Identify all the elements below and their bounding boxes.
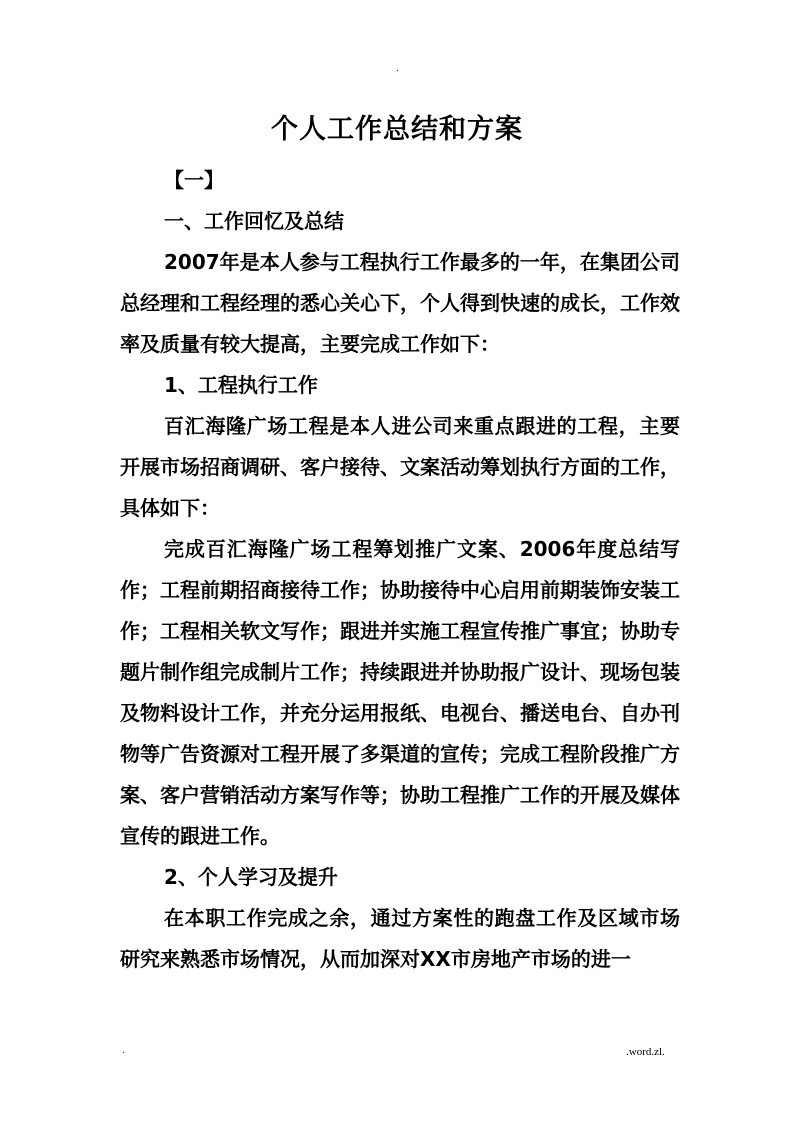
subsection-heading: 2、个人学习及提升	[164, 865, 338, 889]
header-mark: .	[396, 64, 399, 74]
section-heading: 一、工作回忆及总结	[164, 209, 344, 233]
paragraph: 完成百汇海隆广场工程筹划推广文案、2006年度总结写作；工程前期招商接待工作；协助接待中心启用前期装饰安装工作；工程相关软文写作；跟进并实施工程宣传推广事宜；协助专题片制作组完成制片工作；持续跟进并协助报广设计、现场包装及物料设计工作，并充分运用报纸、电视台、播送电台、自办刊物等广告资源对工程开展了多渠道的宣传；完成工程阶段推广方案、客户营销活动方案写作等；协助工程推广工作的开展及媒体宣传的跟进工作。	[120, 537, 680, 848]
document-title: 个人工作总结和方案	[271, 114, 523, 145]
paragraph: 在本职工作完成之余，通过方案性的跑盘工作及区域市场研究来熟悉市场情况，从而加深对XX市房地产市场的进一	[120, 906, 680, 971]
footer-mark: .	[122, 1046, 125, 1056]
paragraph: 2007年是本人参与工程执行工作最多的一年，在集团公司总经理和工程经理的悉心关心下，个人得到快速的成长，工作效率及质量有较大提高，主要完成工作如下：	[120, 250, 680, 356]
paragraph: 百汇海隆广场工程是本人进公司来重点跟进的工程，主要开展市场招商调研、客户接待、文案活动筹划执行方面的工作，具体如下：	[120, 414, 680, 520]
subsection-heading: 1、工程执行工作	[164, 373, 318, 397]
section-marker: 【一】	[164, 168, 224, 192]
footer-watermark: .word.zl.	[626, 1046, 665, 1058]
document-body	[120, 160, 680, 980]
